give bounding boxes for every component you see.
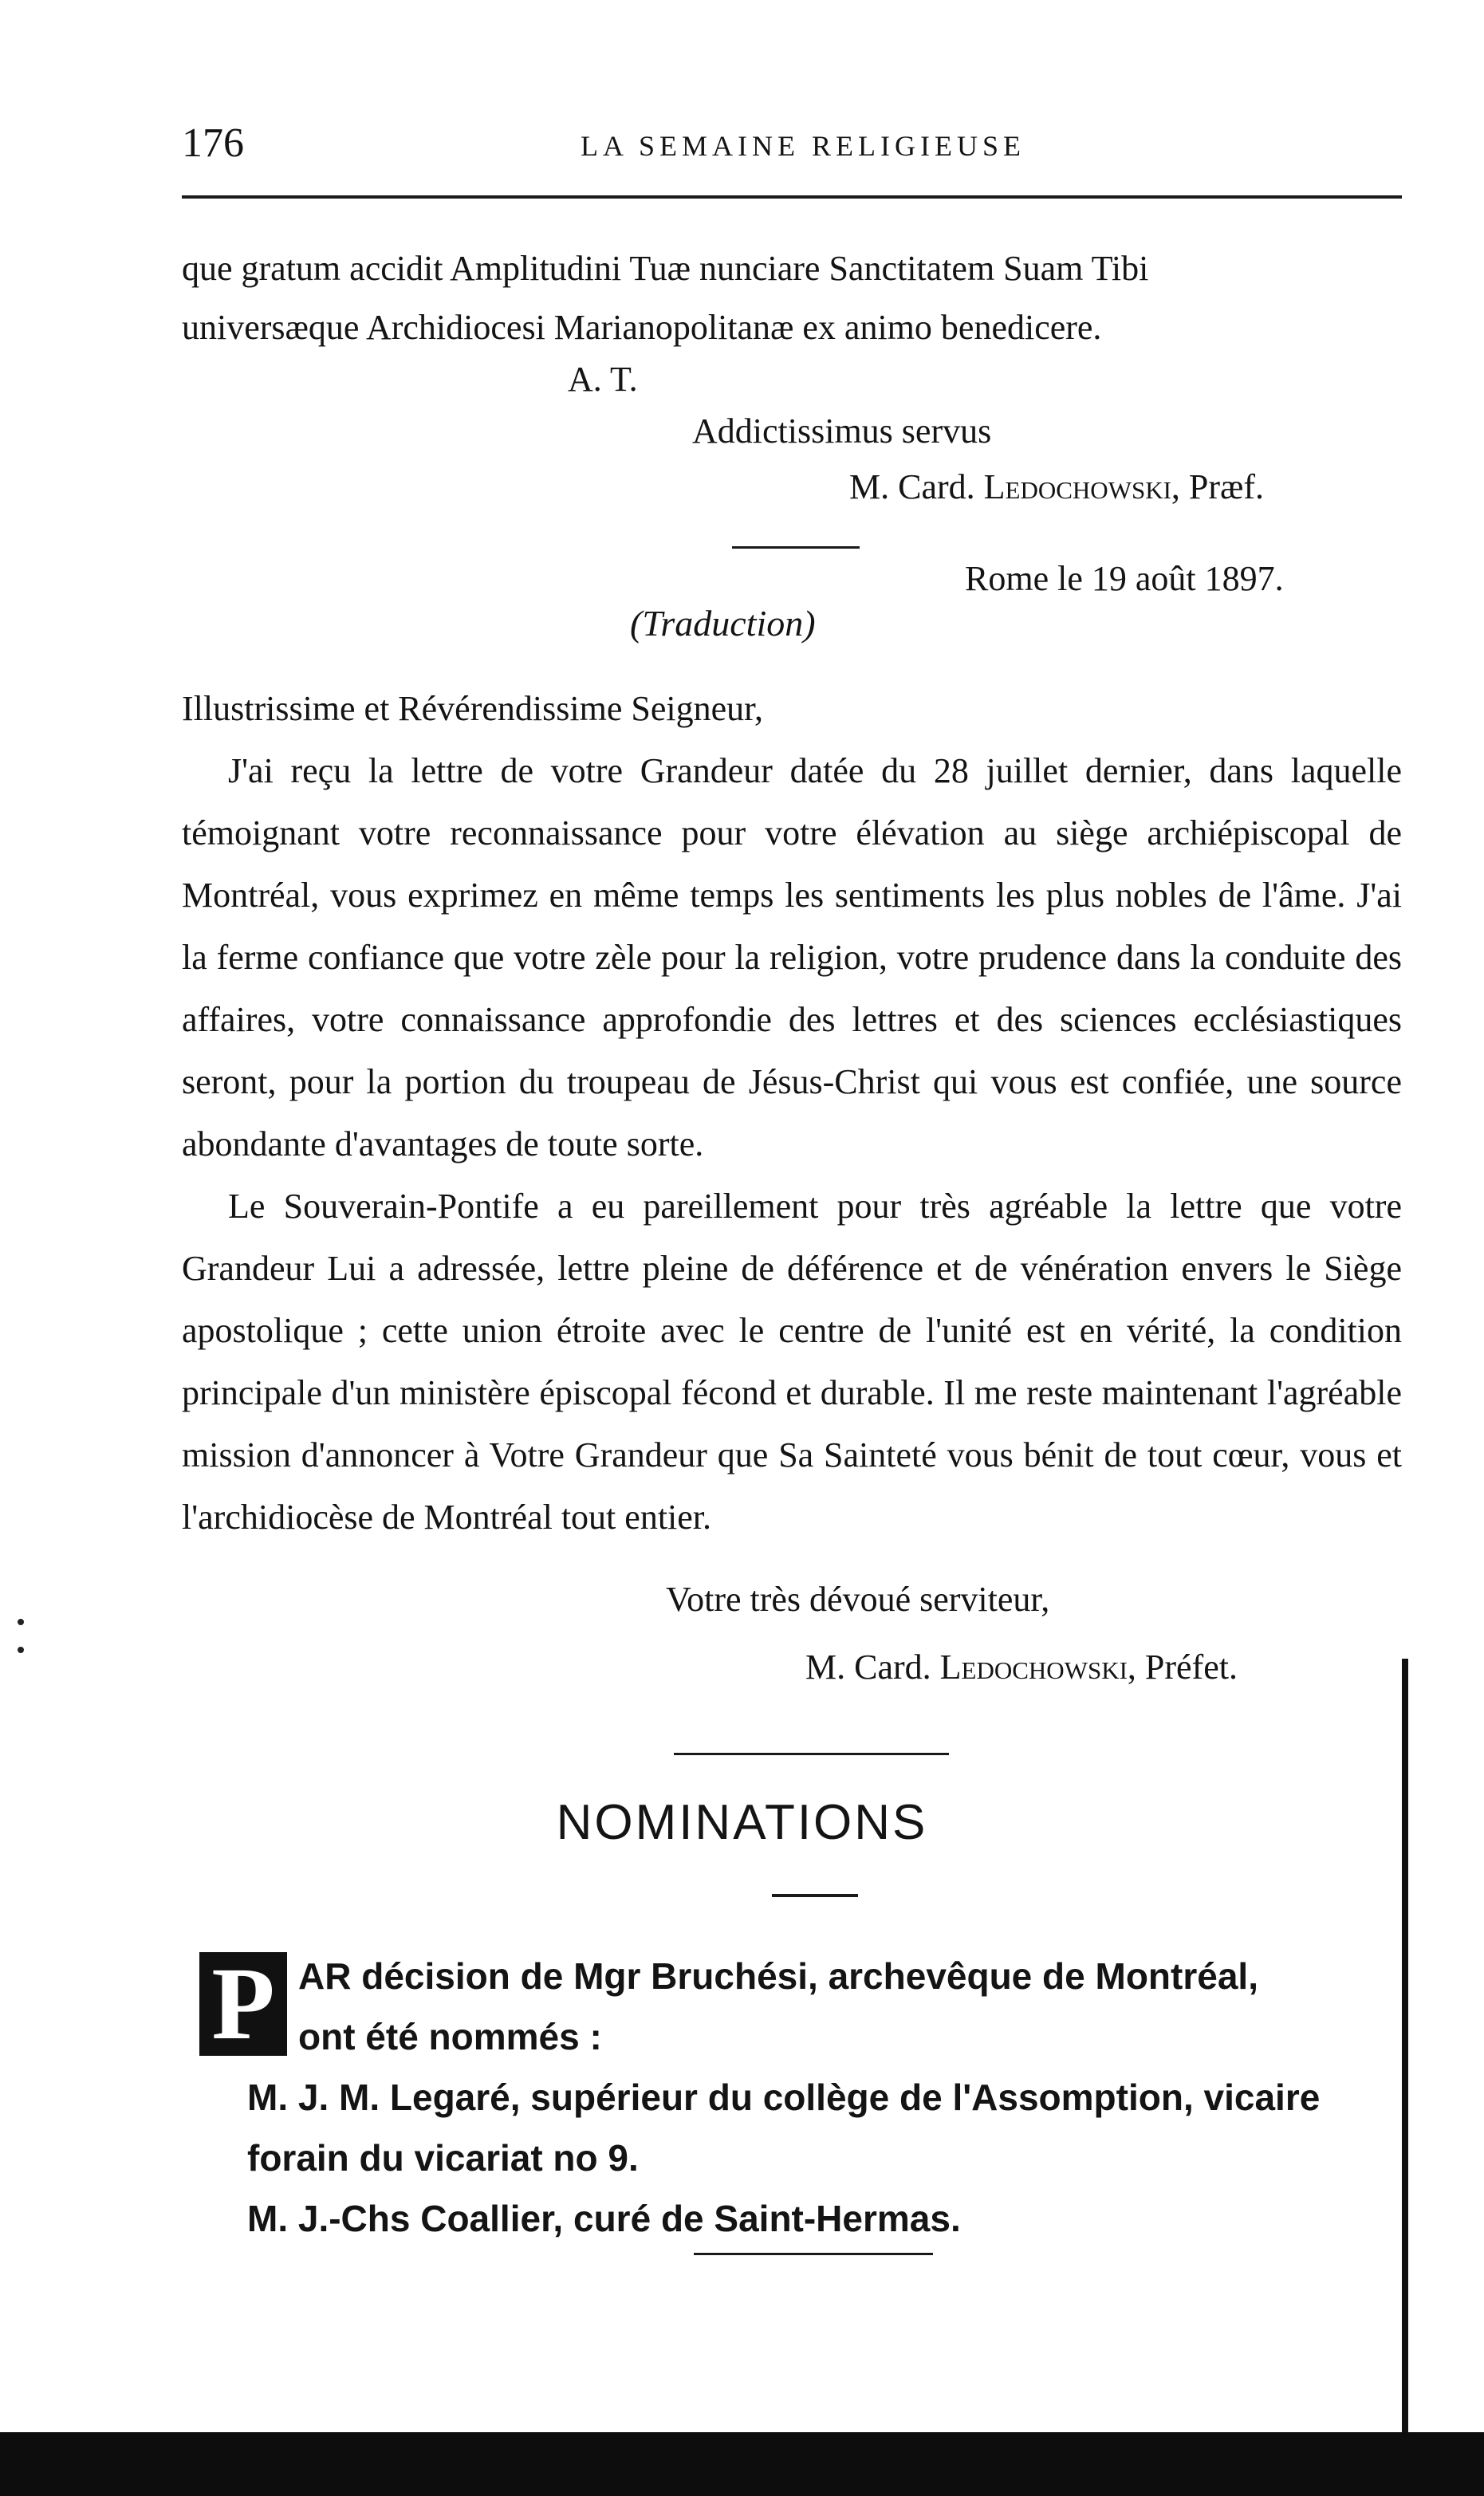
dropcap-p: P — [199, 1952, 287, 2056]
scan-speck — [18, 1619, 24, 1625]
nominations-title: NOMINATIONS — [556, 1795, 928, 1850]
section-rule-top — [674, 1753, 949, 1755]
latin-signature — [849, 467, 1264, 507]
nominations-line-1: AR décision de Mgr Bruchési, archevêque de Montréal, — [298, 1955, 1258, 1997]
french-signature-name: Ledochowski — [939, 1648, 1128, 1687]
page-number: 176 — [182, 120, 244, 166]
latin-signature-name: Ledochowski — [983, 467, 1171, 506]
nomination-item-2: M. J.-Chs Coallier, curé de Saint-Hermas. — [247, 2198, 961, 2239]
nominations-body — [199, 1946, 1395, 2249]
closing-rule — [694, 2253, 933, 2255]
french-signature — [805, 1647, 1238, 1687]
scan-edge-bottom — [0, 2432, 1484, 2496]
latin-signature-suffix: , Præf. — [1171, 467, 1265, 506]
nominations-line-2: ont été nommés : — [298, 2016, 602, 2057]
scan-speck — [18, 1647, 24, 1653]
salutation: Illustrissime et Révérendissime Seigneur, — [182, 689, 763, 728]
latin-signature-prefix: M. Card. — [849, 467, 975, 506]
scan-edge-right — [1402, 1659, 1408, 2448]
french-signature-suffix: , Préfet. — [1127, 1648, 1238, 1687]
paragraph-2: Le Souverain-Pontife a eu pareillement pour très agréable la lettre que votre Grandeur Lui a adressée, lettre pleine de déférence et de vénération envers le Siège apostolique ; cette union étroite avec le centre de l'unité est en vérité, la condition principale d'un ministère épiscopal fécond et durable. Il me reste maintenant l'agréable mission d'annoncer à Votre Grandeur que Sa Sainteté vous bénit de tout cœur, vous et l'archidiocèse de Montréal tout entier. — [182, 1187, 1402, 1537]
page-header — [182, 120, 1402, 175]
section-rule-bottom — [772, 1894, 858, 1897]
french-closing: Votre très dévoué serviteur, — [666, 1580, 1050, 1619]
latin-line-1: que gratum accidit Amplitudini Tuæ nunciare Sanctitatem Suam Tibi — [182, 249, 1149, 288]
latin-letter-text — [182, 239, 1402, 357]
translation-heading: (Traduction) — [630, 603, 816, 644]
separator-rule — [732, 546, 860, 549]
header-rule — [182, 195, 1402, 199]
latin-line-2: universæque Archidiocesi Marianopolitanæ ex animo benedicere. — [182, 308, 1102, 347]
nomination-item-1: M. J. M. Legaré, supérieur du collège de l'Assomption, vicaire forain du vicariat no 9. — [247, 2077, 1321, 2179]
latin-closing: Addictissimus servus — [692, 411, 992, 451]
french-letter-text — [182, 678, 1402, 1549]
french-signature-prefix: M. Card. — [805, 1648, 931, 1687]
letter-date: Rome le 19 août 1897. — [965, 559, 1284, 598]
paragraph-1: J'ai reçu la lettre de votre Grandeur datée du 28 juillet dernier, dans laquelle témoignant votre reconnaissance pour votre élévation au siège archiépiscopal de Montréal, vous exprimez en même temps les sentiments les plus nobles de l'âme. J'ai la ferme confiance que votre zèle pour la religion, votre prudence dans la conduite des affaires, votre connaissance approfondie des lettres et des sciences ecclésiastiques seront, pour la portion du troupeau de Jésus-Christ qui vous est confiée, une source abondante d'avantages de toute sorte. — [182, 751, 1402, 1163]
latin-at: A. T. — [568, 360, 638, 399]
running-title: LA SEMAINE RELIGIEUSE — [581, 130, 1025, 162]
